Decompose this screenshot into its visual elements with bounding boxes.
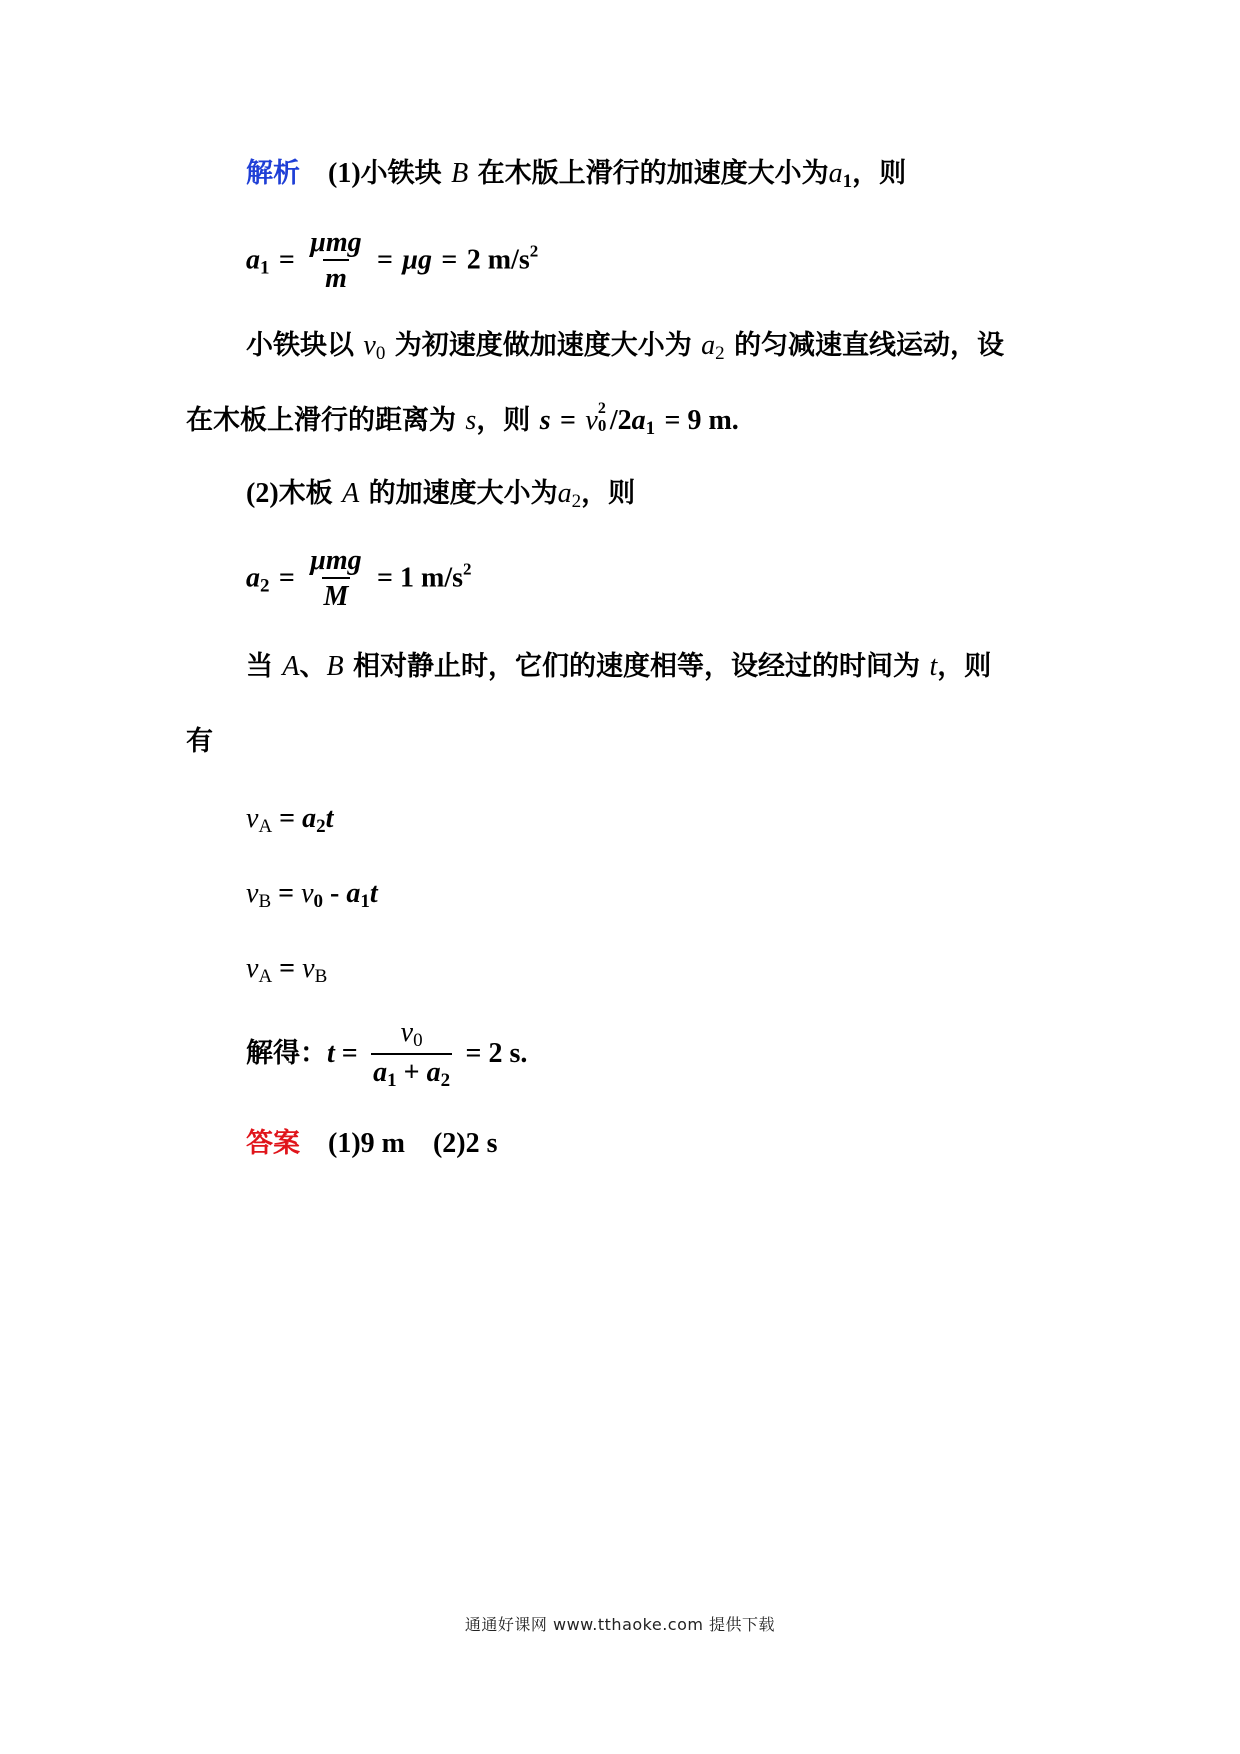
fraction: $\frac{\text{μmg}}{M}$ bbox=[310, 545, 362, 613]
solution-para-3: 在木板上滑行的距离为 s，则 s = v 2 0 $/2a_1 = 9$ m. bbox=[186, 400, 739, 439]
page-footer: 通通好课网 www.tthaoke.com 提供下载 bbox=[464, 1615, 776, 1634]
solution-label: 解析 bbox=[246, 158, 300, 189]
equation-va-eq-vb: $v_A = v_B$ bbox=[246, 953, 328, 987]
solution-para-6: 有 bbox=[186, 726, 213, 757]
equation-vb: $v_B = v_0 - a_1t$ bbox=[246, 878, 378, 912]
equation-a2: $a_2$ = $\frac{\text{μmg}}{M}$ = 1 $m/s^2$ bbox=[246, 545, 472, 613]
answer-label: 答案 bbox=[246, 1128, 300, 1159]
fraction: $\frac{\text{μmg}}{m}$ bbox=[310, 227, 362, 295]
solution-para-1: 解析 (1)小铁块 B 在木版上滑行的加速度大小为$a_1$，则 bbox=[246, 158, 907, 192]
solution-para-5: 当 A、B 相对静止时，它们的速度相等，设经过的时间为 t，则 bbox=[246, 651, 992, 682]
equation-va: $v_A = a_2t$ bbox=[246, 803, 334, 837]
answer-text: (1)9 m (2)2 s bbox=[328, 1128, 498, 1159]
solution-para-4: (2)木板 A 的加速度大小为$a_2$，则 bbox=[246, 478, 636, 512]
answer-line bbox=[246, 1130, 498, 1158]
fraction: $\frac{v_0}{a_1 + a_2}$ bbox=[373, 1017, 451, 1091]
solution-para-2: 小铁块以 $v_0$ 为初速度做加速度大小为 $a_2$ 的匀减速直线运动，设 bbox=[246, 330, 1005, 364]
equation-a1: $a_1$ = $\frac{\text{μmg}}{m}$ = μg = 2 $m/s^2$ bbox=[246, 227, 539, 295]
equation-t: 解得：t = $\frac{v_0}{a_1 + a_2}$ = 2 s. bbox=[246, 1017, 528, 1091]
